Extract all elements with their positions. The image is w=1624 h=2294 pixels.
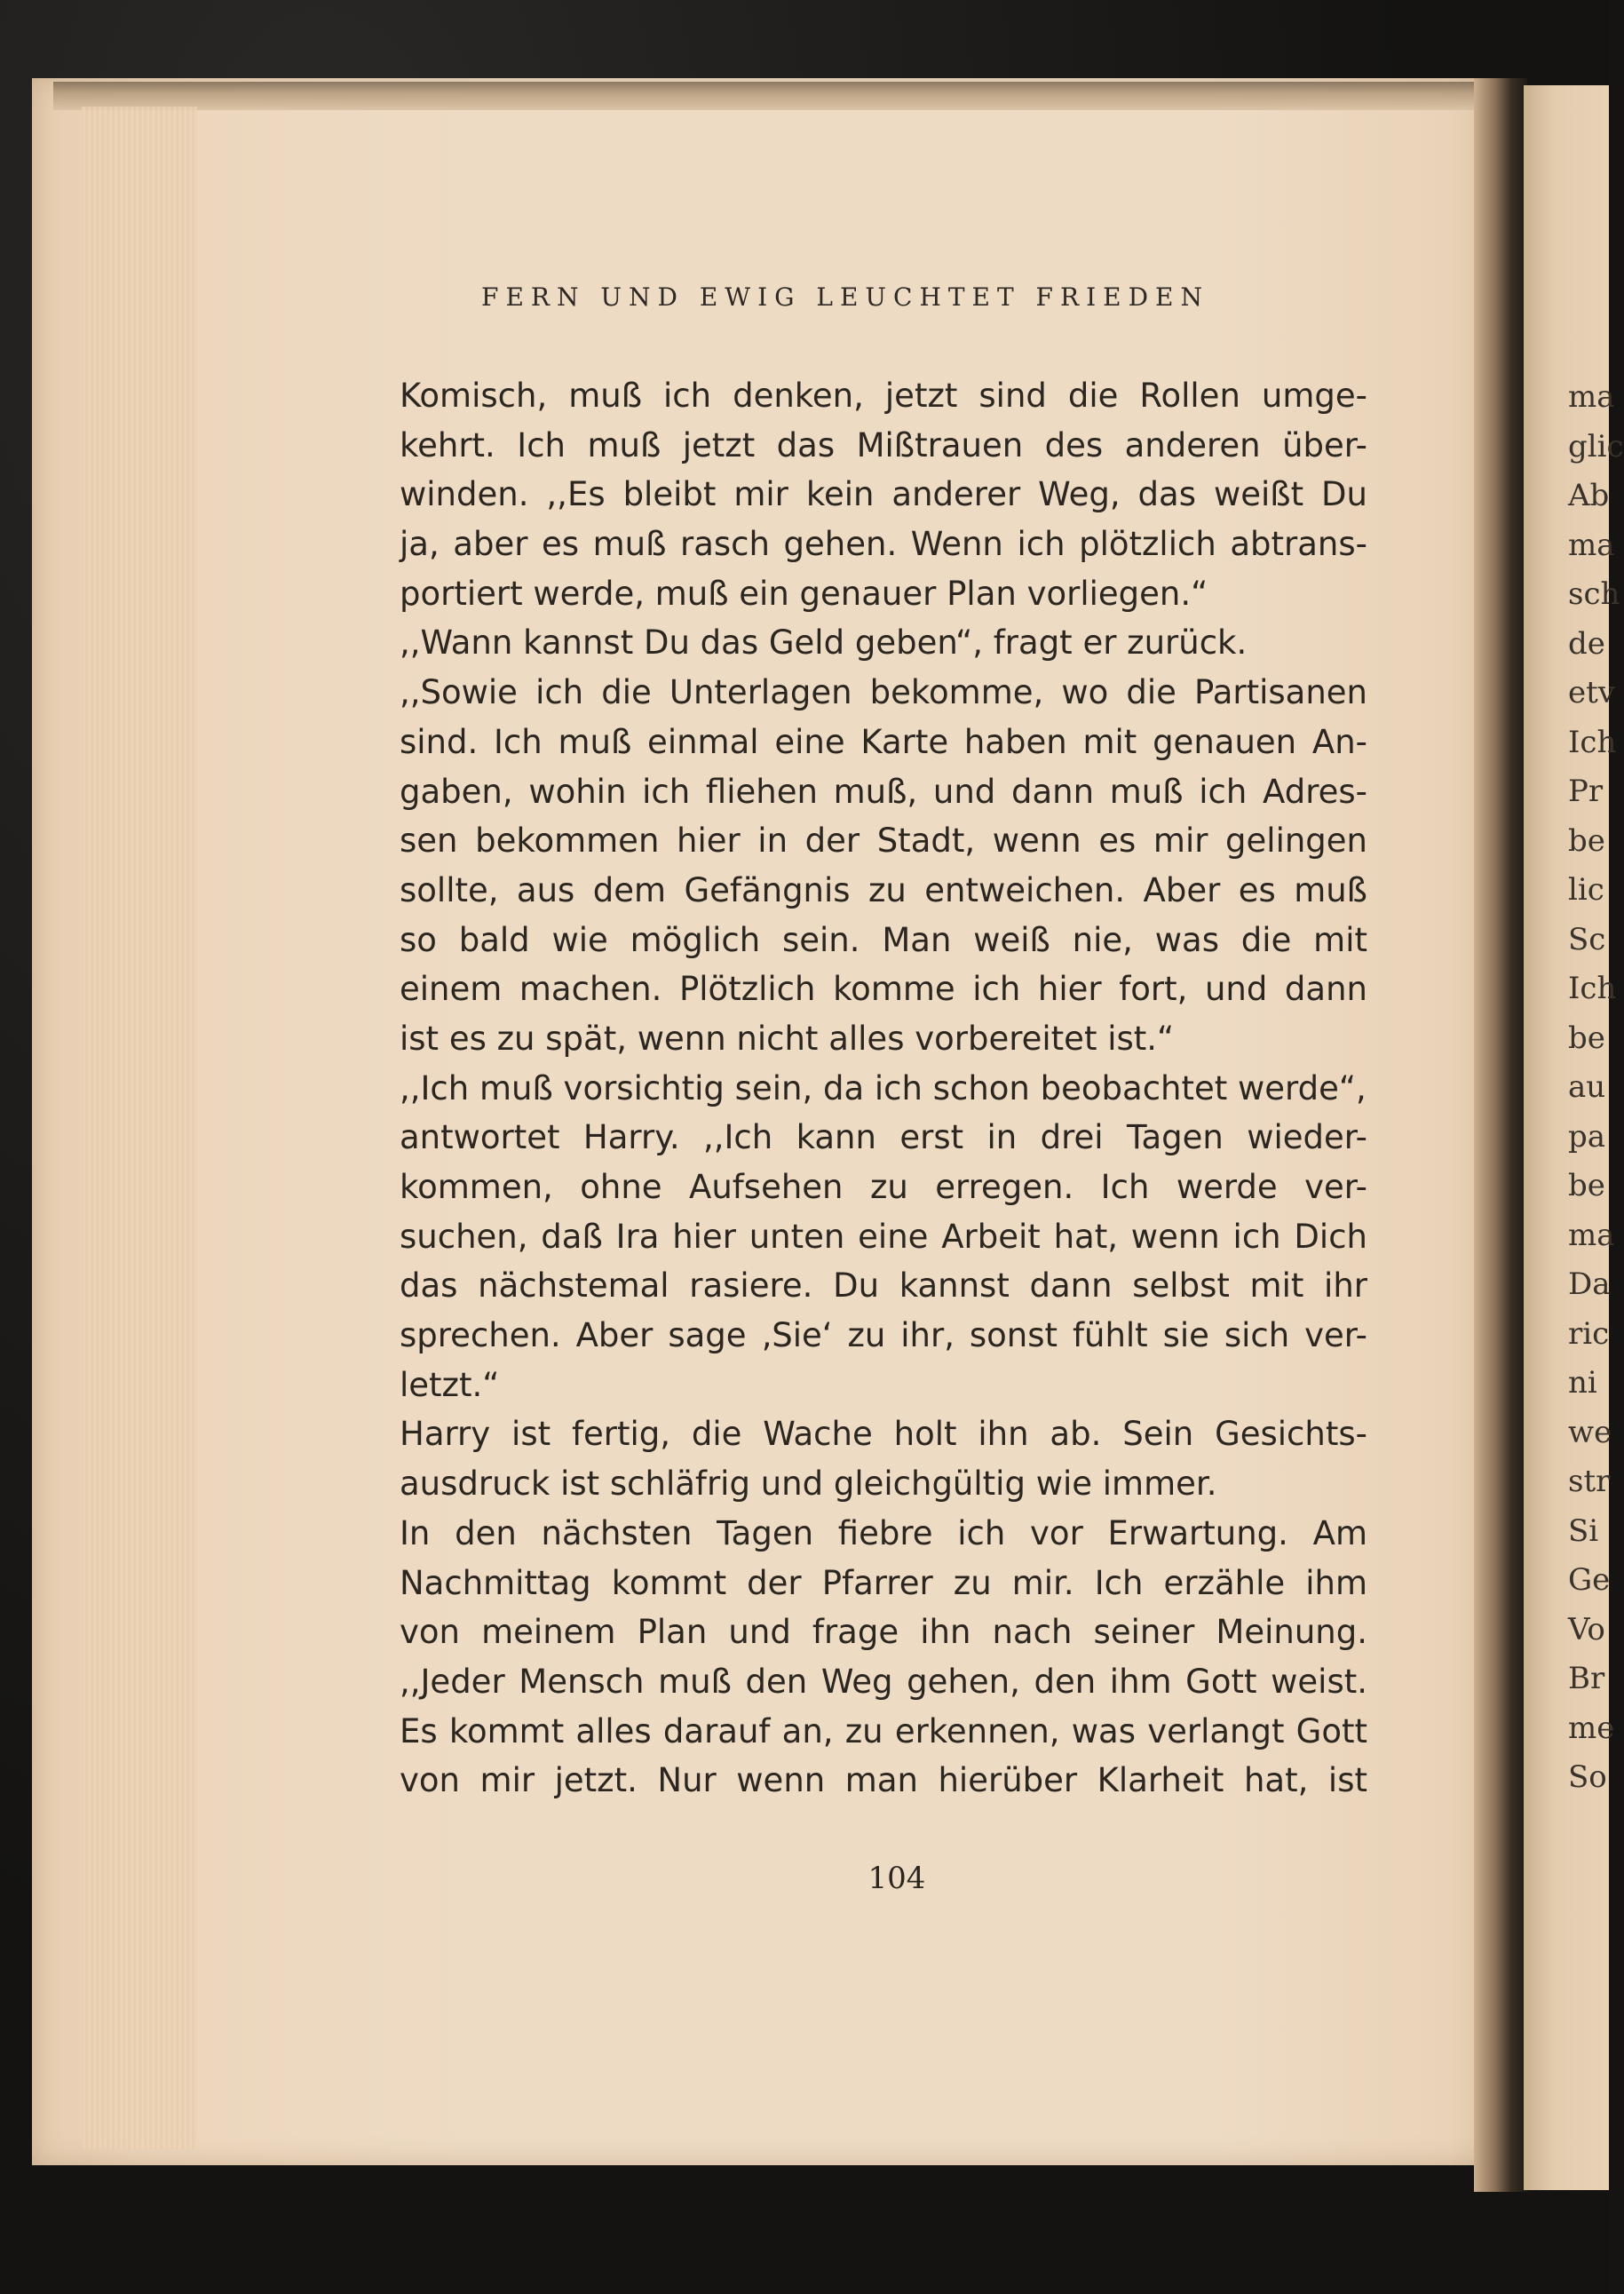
facing-text-fragment: glic	[1568, 428, 1624, 464]
text-line: ,,Jeder Mensch muß den Weg gehen, den ihm Gott weist.	[400, 1662, 1367, 1701]
facing-text-fragment: Sc	[1568, 921, 1606, 957]
text-line: einem machen. Plötzlich komme ich hier fort, und dann	[400, 970, 1367, 1009]
facing-page-text	[1568, 373, 1624, 1803]
facing-text-fragment: ma	[1568, 527, 1615, 563]
text-line: antwortet Harry. ,,Ich kann erst in drei Tagen wieder-	[400, 1118, 1367, 1157]
facing-text-fragment: we	[1568, 1414, 1612, 1450]
text-line: sind. Ich muß einmal eine Karte haben mit genauen An-	[400, 722, 1367, 761]
text-line: sollte, aus dem Gefängnis zu entweichen. Aber es muß	[400, 870, 1367, 909]
facing-text-fragment: Da	[1568, 1266, 1611, 1302]
text-line: Es kommt alles darauf an, zu erkennen, was verlangt Gott	[400, 1711, 1367, 1750]
text-line: von meinem Plan und frage ihn nach seiner Meinung.	[400, 1613, 1367, 1652]
facing-text-fragment: Ich	[1568, 724, 1617, 760]
text-line: letzt.“	[400, 1365, 500, 1404]
text-line: In den nächsten Tagen fiebre ich vor Erwartung. Am	[400, 1513, 1367, 1552]
text-line: kehrt. Ich muß jetzt das Mißtrauen des anderen über-	[400, 425, 1367, 464]
text-line: Harry ist fertig, die Wache holt ihn ab. Sein Gesichts-	[400, 1415, 1367, 1454]
facing-text-fragment: au	[1568, 1069, 1606, 1105]
facing-text-fragment: ma	[1568, 1217, 1615, 1253]
facing-text-fragment: be	[1568, 822, 1605, 859]
facing-text-fragment: Vo	[1568, 1611, 1605, 1647]
page-number: 104	[867, 1861, 926, 1896]
page-block-edge	[82, 107, 197, 2149]
facing-text-fragment: ric	[1568, 1315, 1610, 1352]
facing-text-fragment: sch	[1568, 576, 1620, 612]
text-line: sen bekommen hier in der Stadt, wenn es mir gelingen	[400, 822, 1367, 861]
page-top-edge	[53, 82, 1501, 110]
facing-text-fragment: etv	[1568, 675, 1615, 710]
text-line: gaben, wohin ich fliehen muß, und dann muß ich Adres-	[400, 772, 1367, 811]
facing-text-fragment: me	[1568, 1710, 1615, 1746]
facing-text-fragment: So	[1568, 1759, 1607, 1795]
text-line: ist es zu spät, wenn nicht alles vorbereitet ist.“	[400, 1019, 1175, 1058]
text-line: ,,Sowie ich die Unterlagen bekomme, wo die Partisanen	[400, 673, 1367, 712]
facing-text-fragment: lic	[1568, 872, 1604, 908]
facing-text-fragment: ni	[1568, 1365, 1597, 1401]
text-line: Komisch, muß ich denken, jetzt sind die Rollen umge-	[400, 377, 1367, 415]
text-line: suchen, daß Ira hier unten eine Arbeit hat, wenn ich Dich	[400, 1217, 1367, 1256]
book-gutter	[1474, 78, 1527, 2192]
facing-text-fragment: Si	[1568, 1512, 1599, 1549]
facing-text-fragment: de	[1568, 625, 1605, 662]
body-text	[400, 371, 1367, 1806]
text-line: ausdruck ist schläfrig und gleichgültig wie immer.	[400, 1465, 1217, 1504]
facing-text-fragment: Ge	[1568, 1562, 1611, 1598]
facing-text-fragment: pa	[1568, 1118, 1606, 1155]
facing-text-fragment: Ab	[1568, 478, 1610, 513]
text-line: ja, aber es muß rasch gehen. Wenn ich plötzlich abtrans-	[400, 525, 1367, 564]
facing-text-fragment: be	[1568, 1168, 1605, 1203]
text-line: ,,Ich muß vorsichtig sein, da ich schon beobachtet werde“,	[400, 1068, 1367, 1107]
text-line: ,,Wann kannst Du das Geld geben“, fragt er zurück.	[400, 623, 1248, 663]
facing-text-fragment: be	[1568, 1020, 1605, 1056]
facing-text-fragment: Pr	[1568, 774, 1604, 809]
facing-text-fragment: Ich	[1568, 971, 1617, 1006]
facing-text-fragment: ma	[1568, 379, 1615, 415]
text-line: Nachmittag kommt der Pfarrer zu mir. Ich erzähle ihm	[400, 1563, 1367, 1602]
text-line: kommen, ohne Aufsehen zu erregen. Ich werde ver-	[400, 1168, 1367, 1206]
facing-text-fragment: Br	[1568, 1661, 1605, 1696]
text-line: sprechen. Aber sage ‚Sie‘ zu ihr, sonst fühlt sie sich ver-	[400, 1316, 1367, 1355]
running-header: FERN UND EWIG LEUCHTET FRIEDEN	[481, 282, 1209, 312]
text-line: von mir jetzt. Nur wenn man hierüber Klarheit hat, ist	[400, 1761, 1367, 1800]
text-line: portiert werde, muß ein genauer Plan vorliegen.“	[400, 574, 1208, 613]
facing-text-fragment: str	[1568, 1464, 1611, 1499]
text-line: winden. ,,Es bleibt mir kein anderer Weg, das weißt Du	[400, 475, 1367, 514]
text-line: so bald wie möglich sein. Man weiß nie, was die mit	[400, 920, 1367, 959]
text-line: das nächstemal rasiere. Du kannst dann selbst mit ihr	[400, 1266, 1367, 1306]
